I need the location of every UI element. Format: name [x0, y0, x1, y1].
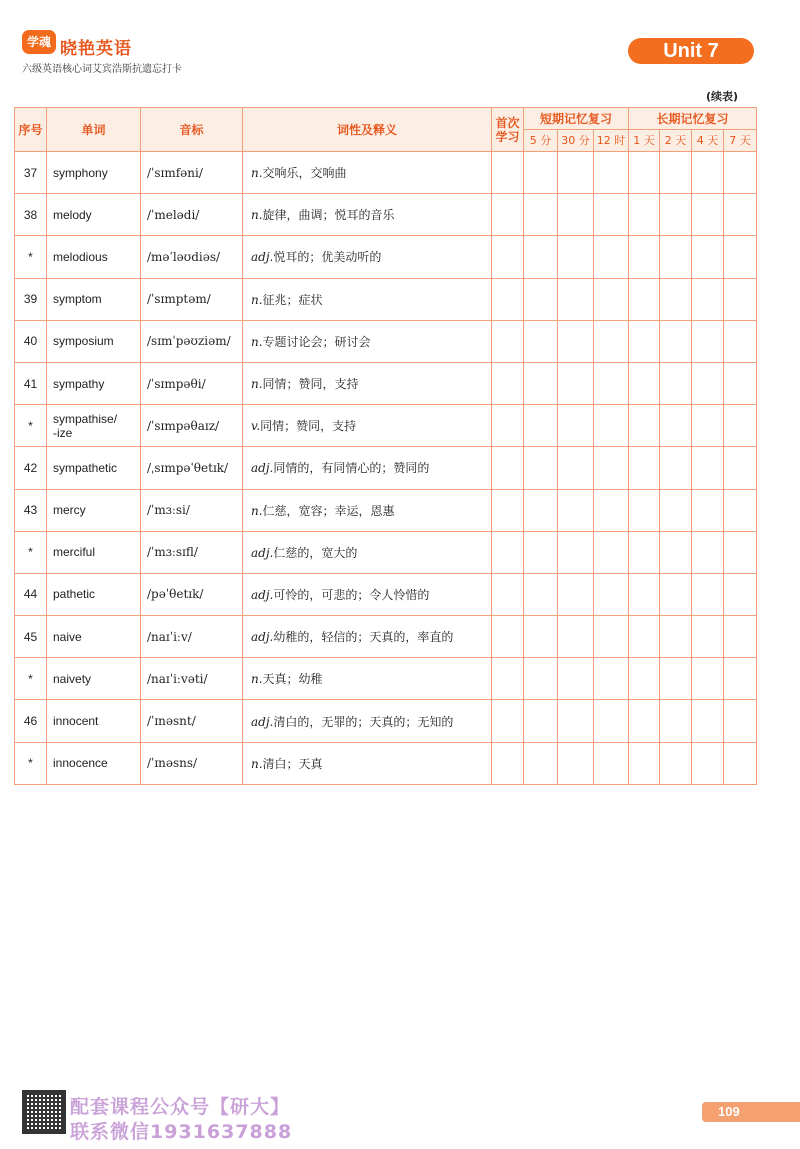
checkin-cell[interactable]: [524, 362, 558, 404]
checkin-cell[interactable]: [629, 194, 660, 236]
row-definition: [243, 152, 492, 194]
book-subtitle: 六级英语核心词艾宾浩斯抗遗忘打卡: [22, 64, 182, 75]
header-1day: 1 天: [629, 130, 660, 152]
checkin-cell[interactable]: [660, 489, 692, 531]
header-no: 序号: [15, 108, 47, 152]
checkin-cell[interactable]: [558, 320, 594, 362]
header-phonetic: 音标: [141, 108, 243, 152]
checkin-cell[interactable]: [492, 658, 524, 700]
checkin-cell[interactable]: [524, 447, 558, 489]
checkin-cell[interactable]: [692, 278, 724, 320]
row-phonetic: /ˈsɪmpəθi/: [141, 362, 243, 404]
checkin-cell[interactable]: [558, 658, 594, 700]
checkin-cell[interactable]: [594, 152, 629, 194]
checkin-cell[interactable]: [558, 278, 594, 320]
checkin-cell[interactable]: [724, 447, 757, 489]
checkin-cell[interactable]: [492, 573, 524, 615]
row-phonetic: /ˈsɪmfəni/: [141, 152, 243, 194]
vocab-table: [14, 107, 757, 785]
checkin-cell[interactable]: [724, 742, 757, 784]
row-number: 45: [15, 616, 47, 658]
checkin-cell[interactable]: [524, 278, 558, 320]
checkin-cell[interactable]: [558, 742, 594, 784]
row-phonetic: /ˈmelədi/: [141, 194, 243, 236]
row-word: mercy: [47, 489, 141, 531]
table-row: [15, 573, 757, 615]
table-row: [15, 616, 757, 658]
checkin-cell[interactable]: [692, 531, 724, 573]
definition-text: 征兆；症状: [262, 292, 323, 307]
header-12h: 12 时: [594, 130, 629, 152]
header-word: 单词: [47, 108, 141, 152]
definition-text: 同情的，有同情心的；赞同的: [273, 461, 430, 476]
part-of-speech: n.: [251, 503, 263, 518]
checkin-cell[interactable]: [492, 489, 524, 531]
checkin-cell[interactable]: [660, 320, 692, 362]
row-definition: [243, 489, 492, 531]
header-definition: 词性及释义: [243, 108, 492, 152]
row-definition: [243, 194, 492, 236]
checkin-cell[interactable]: [724, 236, 757, 278]
checkin-cell[interactable]: [629, 616, 660, 658]
checkin-cell[interactable]: [724, 616, 757, 658]
header-4day: 4 天: [692, 130, 724, 152]
checkin-cell[interactable]: [629, 362, 660, 404]
definition-text: 悦耳的；优美动听的: [273, 250, 382, 265]
checkin-cell[interactable]: [692, 362, 724, 404]
row-phonetic: /məˈləʊdiəs/: [141, 236, 243, 278]
checkin-cell[interactable]: [629, 236, 660, 278]
row-word: sympathise/ -ize: [47, 405, 141, 447]
checkin-cell[interactable]: [492, 278, 524, 320]
checkin-cell[interactable]: [660, 531, 692, 573]
row-word: innocence: [47, 742, 141, 784]
checkin-cell[interactable]: [724, 194, 757, 236]
checkin-cell[interactable]: [558, 152, 594, 194]
row-number: 39: [15, 278, 47, 320]
checkin-cell[interactable]: [660, 236, 692, 278]
checkin-cell[interactable]: [692, 152, 724, 194]
checkin-cell[interactable]: [692, 616, 724, 658]
part-of-speech: n.: [251, 166, 263, 181]
page-footer: [0, 1080, 800, 1149]
checkin-cell[interactable]: [524, 152, 558, 194]
row-word: symphony: [47, 152, 141, 194]
header-long-review: 长期记忆复习: [629, 108, 757, 130]
checkin-cell[interactable]: [692, 405, 724, 447]
checkin-cell[interactable]: [524, 742, 558, 784]
checkin-cell[interactable]: [492, 616, 524, 658]
row-word: naive: [47, 616, 141, 658]
row-word: melody: [47, 194, 141, 236]
checkin-cell[interactable]: [594, 531, 629, 573]
checkin-cell[interactable]: [692, 489, 724, 531]
part-of-speech: n.: [251, 377, 263, 392]
row-word: symposium: [47, 320, 141, 362]
promo-line-2: 联系微信1931637888: [70, 1121, 293, 1143]
part-of-speech: adj.: [251, 545, 274, 560]
checkin-cell[interactable]: [594, 236, 629, 278]
definition-text: 清白；天真: [262, 756, 323, 771]
row-word: symptom: [47, 278, 141, 320]
checkin-cell[interactable]: [724, 152, 757, 194]
checkin-cell[interactable]: [660, 152, 692, 194]
row-word: pathetic: [47, 573, 141, 615]
table-row: [15, 405, 757, 447]
checkin-cell[interactable]: [594, 447, 629, 489]
checkin-cell[interactable]: [629, 278, 660, 320]
checkin-cell[interactable]: [594, 278, 629, 320]
checkin-cell[interactable]: [660, 362, 692, 404]
checkin-cell[interactable]: [594, 573, 629, 615]
row-phonetic: /ˌsɪmpəˈθetɪk/: [141, 447, 243, 489]
checkin-cell[interactable]: [558, 447, 594, 489]
unit-label: Unit 7: [628, 38, 754, 64]
checkin-cell[interactable]: [724, 531, 757, 573]
part-of-speech: n.: [251, 292, 263, 307]
row-number: 38: [15, 194, 47, 236]
checkin-cell[interactable]: [558, 700, 594, 742]
header-first-study: 首次学习: [492, 108, 524, 152]
part-of-speech: v.: [251, 419, 261, 434]
checkin-cell[interactable]: [660, 616, 692, 658]
row-definition: [243, 236, 492, 278]
row-phonetic: /ˈɪnəsns/: [141, 742, 243, 784]
checkin-cell[interactable]: [660, 658, 692, 700]
checkin-cell[interactable]: [692, 573, 724, 615]
part-of-speech: adj.: [251, 587, 274, 602]
definition-text: 同情；赞同，支持: [260, 419, 357, 434]
checkin-cell[interactable]: [558, 405, 594, 447]
definition-text: 交响乐，交响曲: [262, 166, 347, 181]
row-number: 46: [15, 700, 47, 742]
checkin-cell[interactable]: [724, 362, 757, 404]
checkin-cell[interactable]: [492, 405, 524, 447]
checkin-cell[interactable]: [629, 573, 660, 615]
table-row: [15, 531, 757, 573]
checkin-cell[interactable]: [558, 573, 594, 615]
checkin-cell[interactable]: [629, 447, 660, 489]
checkin-cell[interactable]: [594, 405, 629, 447]
definition-text: 幼稚的，轻信的；天真的，率直的: [273, 630, 454, 645]
checkin-cell[interactable]: [594, 742, 629, 784]
checkin-cell[interactable]: [724, 320, 757, 362]
brand-name: 晓艳英语: [60, 39, 132, 59]
continued-label: (续表): [706, 90, 739, 103]
table-row: [15, 658, 757, 700]
checkin-cell[interactable]: [724, 278, 757, 320]
checkin-cell[interactable]: [558, 616, 594, 658]
row-phonetic: /naɪˈiːv/: [141, 616, 243, 658]
checkin-cell[interactable]: [629, 658, 660, 700]
checkin-cell[interactable]: [524, 320, 558, 362]
checkin-cell[interactable]: [492, 447, 524, 489]
table-row: [15, 194, 757, 236]
row-word: melodious: [47, 236, 141, 278]
table-row: [15, 152, 757, 194]
table-row: [15, 320, 757, 362]
row-number: 42: [15, 447, 47, 489]
checkin-cell[interactable]: [724, 489, 757, 531]
definition-text: 仁慈的，宽大的: [273, 545, 358, 560]
checkin-cell[interactable]: [629, 320, 660, 362]
row-number: *: [15, 658, 47, 700]
checkin-cell[interactable]: [558, 362, 594, 404]
row-word: naivety: [47, 658, 141, 700]
checkin-cell[interactable]: [558, 236, 594, 278]
checkin-cell[interactable]: [524, 489, 558, 531]
checkin-cell[interactable]: [594, 320, 629, 362]
checkin-cell[interactable]: [660, 405, 692, 447]
row-phonetic: /ˈmɜːsi/: [141, 489, 243, 531]
definition-text: 天真；幼稚: [262, 672, 323, 687]
checkin-cell[interactable]: [594, 616, 629, 658]
checkin-cell[interactable]: [660, 278, 692, 320]
checkin-cell[interactable]: [660, 194, 692, 236]
table-row: [15, 447, 757, 489]
row-definition: [243, 700, 492, 742]
row-word: sympathetic: [47, 447, 141, 489]
checkin-cell[interactable]: [492, 152, 524, 194]
table-row: [15, 700, 757, 742]
table-row: [15, 362, 757, 404]
row-number: *: [15, 531, 47, 573]
row-definition: [243, 616, 492, 658]
row-phonetic: /naɪˈiːvəti/: [141, 658, 243, 700]
checkin-cell[interactable]: [629, 152, 660, 194]
checkin-cell[interactable]: [629, 489, 660, 531]
header-30min: 30 分: [558, 130, 594, 152]
row-definition: [243, 362, 492, 404]
checkin-cell[interactable]: [524, 700, 558, 742]
checkin-cell[interactable]: [492, 236, 524, 278]
header-5min: 5 分: [524, 130, 558, 152]
row-definition: [243, 573, 492, 615]
table-row: [15, 489, 757, 531]
checkin-cell[interactable]: [492, 700, 524, 742]
checkin-cell[interactable]: [692, 447, 724, 489]
part-of-speech: n.: [251, 756, 263, 771]
header-short-review: 短期记忆复习: [524, 108, 629, 130]
row-number: 44: [15, 573, 47, 615]
header-2day: 2 天: [660, 130, 692, 152]
row-definition: [243, 658, 492, 700]
definition-text: 清白的，无罪的；天真的；无知的: [273, 714, 454, 729]
table-row: [15, 742, 757, 784]
checkin-cell[interactable]: [492, 531, 524, 573]
checkin-cell[interactable]: [524, 573, 558, 615]
row-word: sympathy: [47, 362, 141, 404]
definition-text: 可怜的，可悲的；令人怜惜的: [273, 587, 430, 602]
header-7day: 7 天: [724, 130, 757, 152]
checkin-cell[interactable]: [724, 573, 757, 615]
checkin-cell[interactable]: [629, 700, 660, 742]
checkin-cell[interactable]: [692, 194, 724, 236]
row-phonetic: /sɪmˈpəʊziəm/: [141, 320, 243, 362]
checkin-cell[interactable]: [558, 531, 594, 573]
checkin-cell[interactable]: [594, 700, 629, 742]
checkin-cell[interactable]: [594, 658, 629, 700]
checkin-cell[interactable]: [524, 194, 558, 236]
row-phonetic: /pəˈθetɪk/: [141, 573, 243, 615]
row-number: *: [15, 742, 47, 784]
part-of-speech: n.: [251, 208, 263, 223]
table-row: [15, 278, 757, 320]
row-number: *: [15, 405, 47, 447]
checkin-cell[interactable]: [660, 700, 692, 742]
part-of-speech: adj.: [251, 250, 274, 265]
checkin-cell[interactable]: [724, 658, 757, 700]
checkin-cell[interactable]: [492, 320, 524, 362]
part-of-speech: adj.: [251, 630, 274, 645]
row-definition: [243, 447, 492, 489]
row-definition: [243, 320, 492, 362]
checkin-cell[interactable]: [594, 489, 629, 531]
part-of-speech: n.: [251, 672, 263, 687]
checkin-cell[interactable]: [524, 236, 558, 278]
row-number: 40: [15, 320, 47, 362]
part-of-speech: adj.: [251, 461, 274, 476]
checkin-cell[interactable]: [524, 531, 558, 573]
checkin-cell[interactable]: [492, 742, 524, 784]
brand-logo: 学魂: [22, 30, 56, 54]
checkin-cell[interactable]: [629, 405, 660, 447]
table-body: [15, 152, 757, 785]
checkin-cell[interactable]: [558, 489, 594, 531]
table-header: [15, 108, 757, 152]
row-definition: [243, 278, 492, 320]
checkin-cell[interactable]: [629, 531, 660, 573]
row-definition: [243, 742, 492, 784]
row-number: 37: [15, 152, 47, 194]
table-row: [15, 236, 757, 278]
checkin-cell[interactable]: [692, 700, 724, 742]
definition-text: 专题讨论会；研讨会: [262, 334, 371, 349]
checkin-cell[interactable]: [692, 658, 724, 700]
checkin-cell[interactable]: [660, 742, 692, 784]
definition-text: 同情；赞同，支持: [262, 377, 359, 392]
checkin-cell[interactable]: [724, 405, 757, 447]
checkin-cell[interactable]: [660, 447, 692, 489]
page-header: [0, 0, 800, 80]
checkin-cell[interactable]: [524, 616, 558, 658]
checkin-cell[interactable]: [594, 194, 629, 236]
row-number: 43: [15, 489, 47, 531]
row-word: innocent: [47, 700, 141, 742]
checkin-cell[interactable]: [558, 194, 594, 236]
checkin-cell[interactable]: [660, 573, 692, 615]
qr-code-icon: [22, 1090, 66, 1134]
part-of-speech: n.: [251, 334, 263, 349]
promo-line-1: 配套课程公众号【研大】: [70, 1096, 291, 1118]
row-phonetic: /ˈsɪmpəθaɪz/: [141, 405, 243, 447]
row-phonetic: /ˈsɪmptəm/: [141, 278, 243, 320]
page-number: 109: [702, 1102, 800, 1122]
definition-text: 旋律，曲调；悦耳的音乐: [262, 208, 395, 223]
part-of-speech: adj.: [251, 714, 274, 729]
checkin-cell[interactable]: [692, 236, 724, 278]
checkin-cell[interactable]: [492, 362, 524, 404]
checkin-cell[interactable]: [629, 742, 660, 784]
checkin-cell[interactable]: [692, 320, 724, 362]
checkin-cell[interactable]: [692, 742, 724, 784]
row-word: merciful: [47, 531, 141, 573]
definition-text: 仁慈，宽容；幸运，恩惠: [262, 503, 395, 518]
row-number: *: [15, 236, 47, 278]
checkin-cell[interactable]: [724, 700, 757, 742]
row-definition: [243, 531, 492, 573]
row-phonetic: /ˈɪnəsnt/: [141, 700, 243, 742]
row-phonetic: /ˈmɜːsɪfl/: [141, 531, 243, 573]
checkin-cell[interactable]: [594, 362, 629, 404]
checkin-cell[interactable]: [524, 658, 558, 700]
checkin-cell[interactable]: [492, 194, 524, 236]
row-number: 41: [15, 362, 47, 404]
checkin-cell[interactable]: [524, 405, 558, 447]
row-definition: [243, 405, 492, 447]
